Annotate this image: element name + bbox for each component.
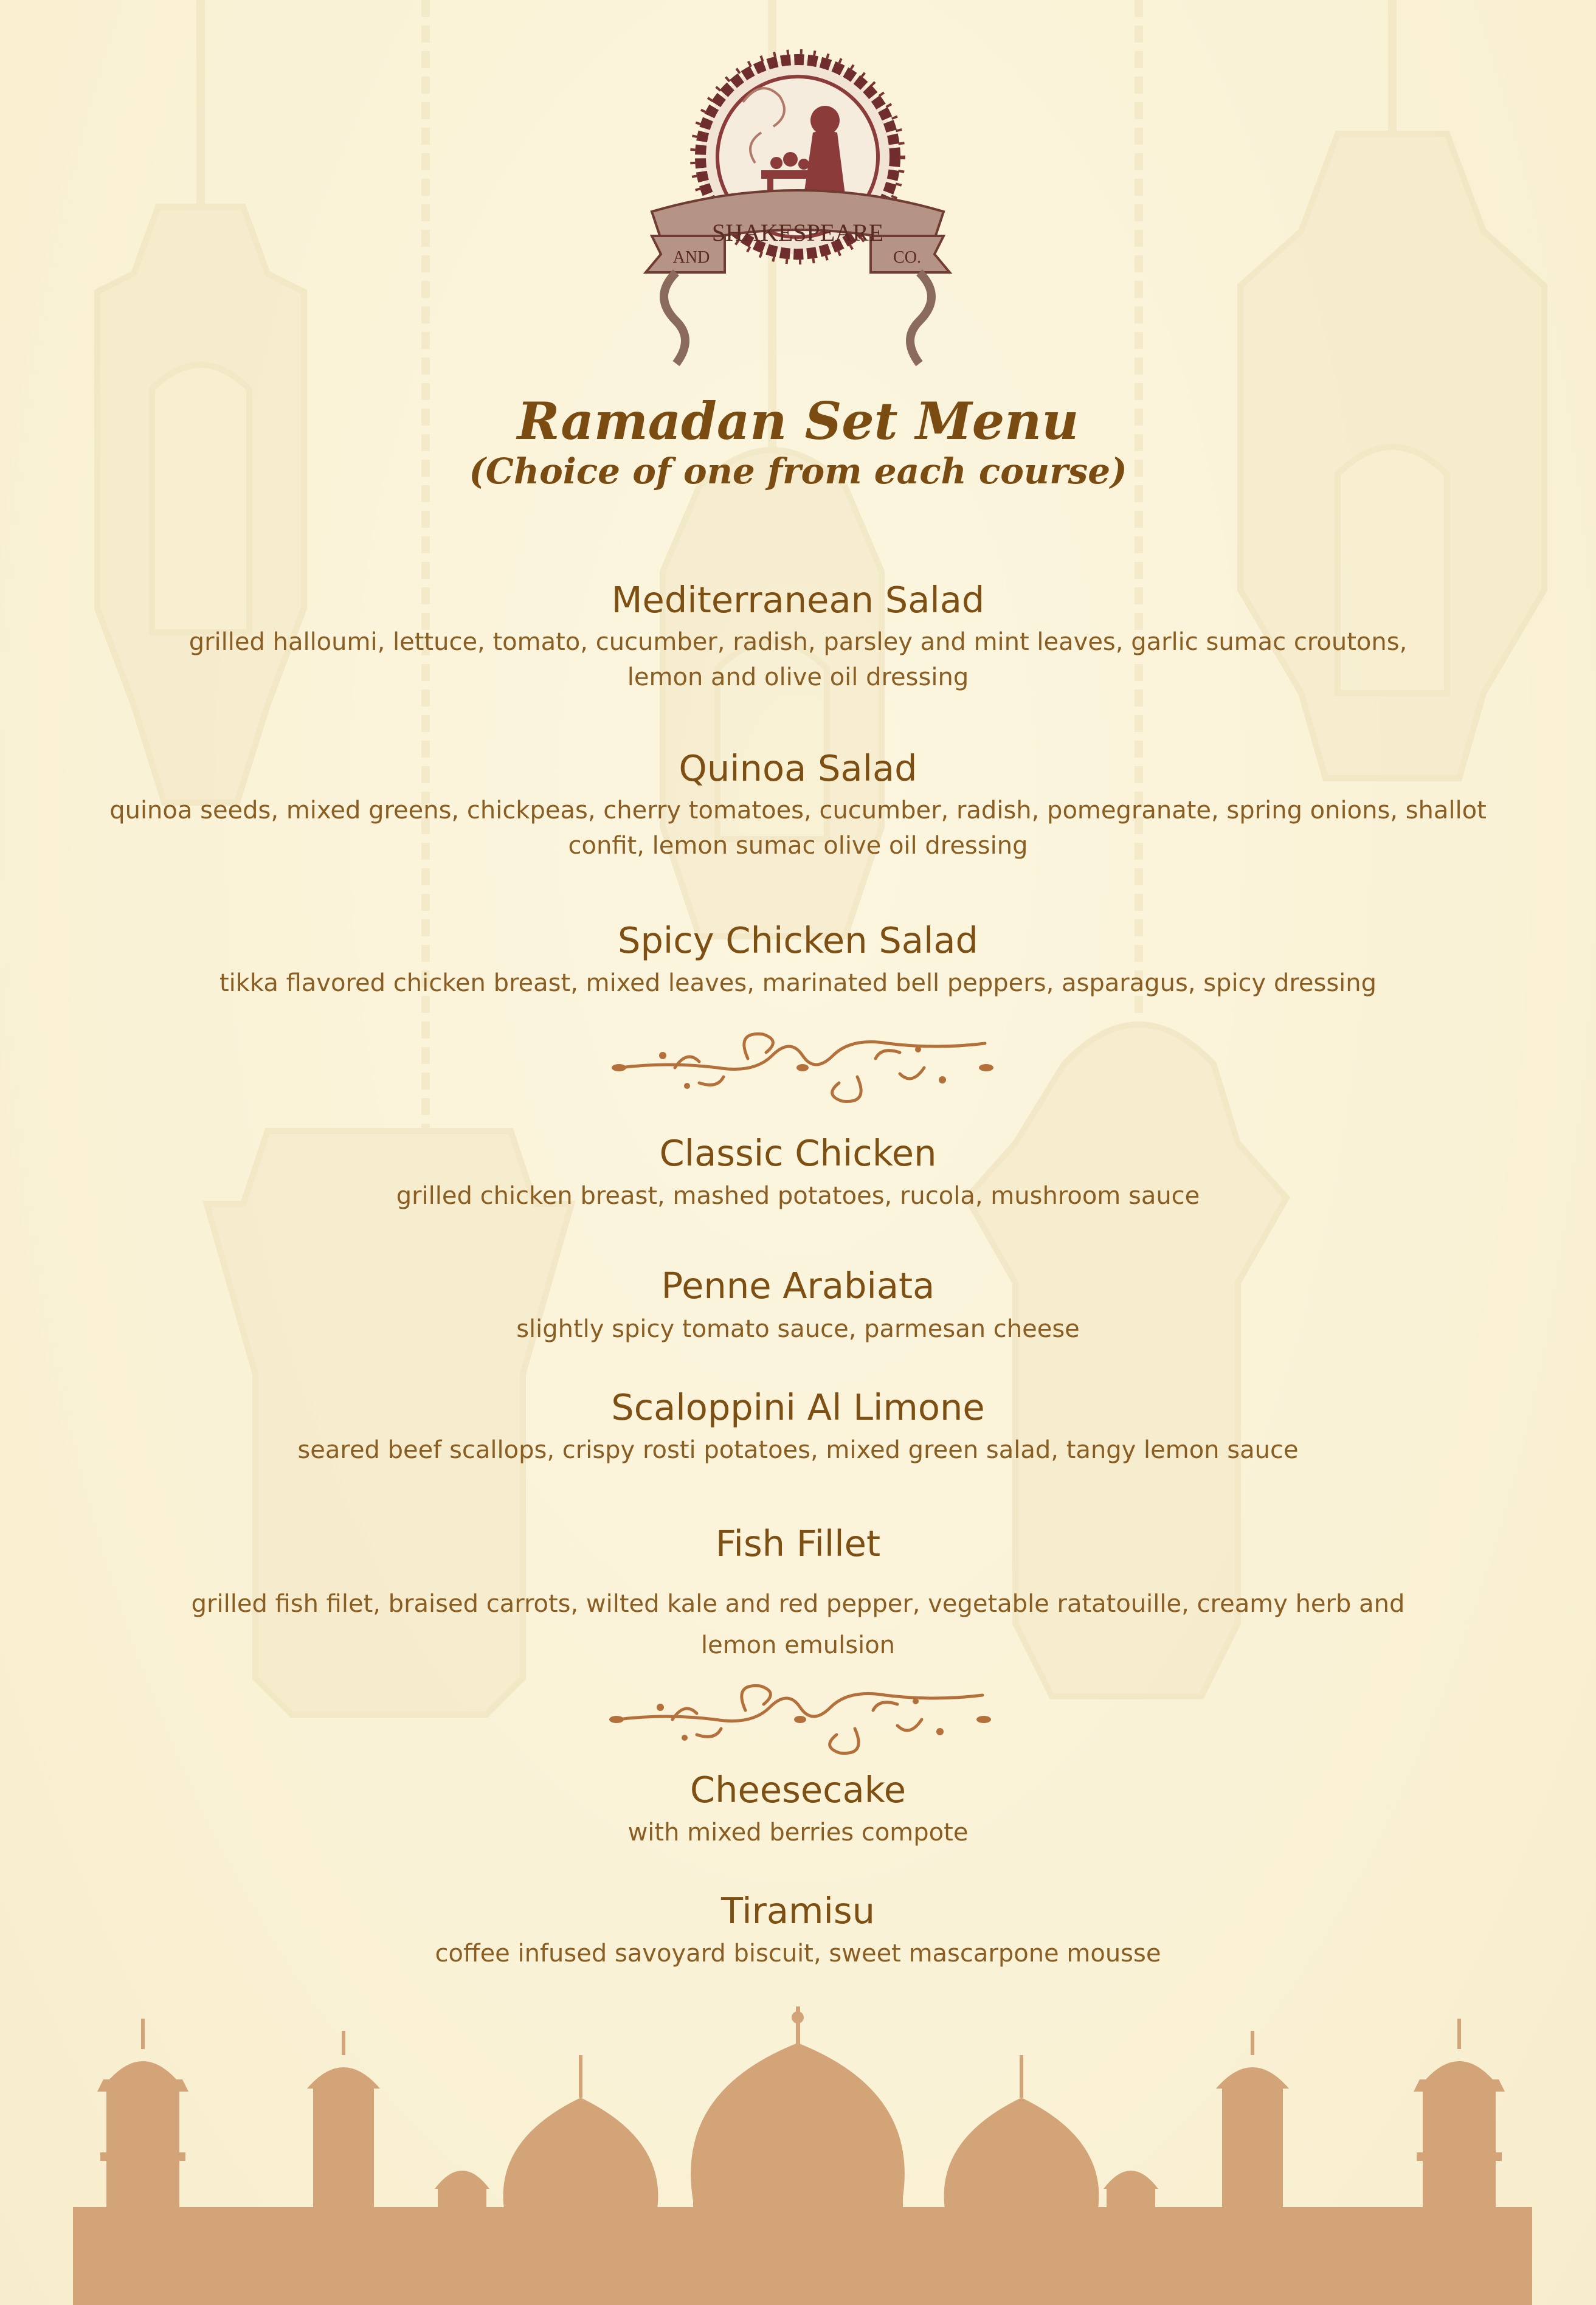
menu-item-description: grilled halloumi, lettuce, tomato, cucumber, radish, parsley and mint leaves, garlic sumac croutons, lemon and olive oil dressing (188, 628, 1408, 691)
menu-item-description: with mixed berries compote (627, 1819, 969, 1847)
menu-item-name: Scaloppini Al Limone (611, 1386, 985, 1428)
menu-item-description: grilled fish filet, braised carrots, wilted kale and red pepper, vegetable ratatouille, creamy herb and lemon emulsion (191, 1590, 1405, 1659)
floral-divider (608, 1025, 997, 1104)
menu-item-name: Mediterranean Salad (611, 579, 985, 621)
mosque-skyline-silhouette (0, 2006, 1596, 2305)
menu-item-description: grilled chicken breast, mashed potatoes, rucola, mushroom sauce (396, 1182, 1200, 1210)
menu-title: Ramadan Set Menu (517, 391, 1079, 451)
logo-banner-text: SHAKESPEARE (711, 219, 884, 246)
menu-item-name: Quinoa Salad (679, 747, 917, 789)
menu-item-name: Tiramisu (720, 1890, 876, 1932)
menu-item-name: Penne Arabiata (661, 1265, 935, 1307)
menu-item-description: seared beef scallops, crispy rosti potatoes, mixed green salad, tangy lemon sauce (297, 1436, 1299, 1464)
menu-item-name: Cheesecake (689, 1769, 907, 1811)
menu-item-description: tikka flavored chicken breast, mixed leaves, marinated bell peppers, asparagus, spicy dressing (219, 969, 1377, 997)
menu-item-name: Fish Fillet (715, 1522, 881, 1564)
menu-item-description: slightly spicy tomato sauce, parmesan cheese (516, 1315, 1080, 1343)
logo-banner-right-text: CO. (893, 248, 921, 267)
logo-banner-left-text: AND (672, 248, 710, 267)
menu-item-description: quinoa seeds, mixed greens, chickpeas, cherry tomatoes, cucumber, radish, pomegranate, spring onions, shallot confit, lemon sumac olive oil dressing (109, 797, 1487, 860)
floral-divider (606, 1677, 995, 1756)
menu-item-name: Classic Chicken (659, 1132, 937, 1174)
menu-item-name: Spicy Chicken Salad (618, 919, 978, 961)
menu-item-description: coffee infused savoyard biscuit, sweet mascarpone mousse (435, 1940, 1161, 1968)
shakespeare-logo (640, 29, 956, 382)
menu-subtitle: (Choice of one from each course) (469, 451, 1127, 492)
